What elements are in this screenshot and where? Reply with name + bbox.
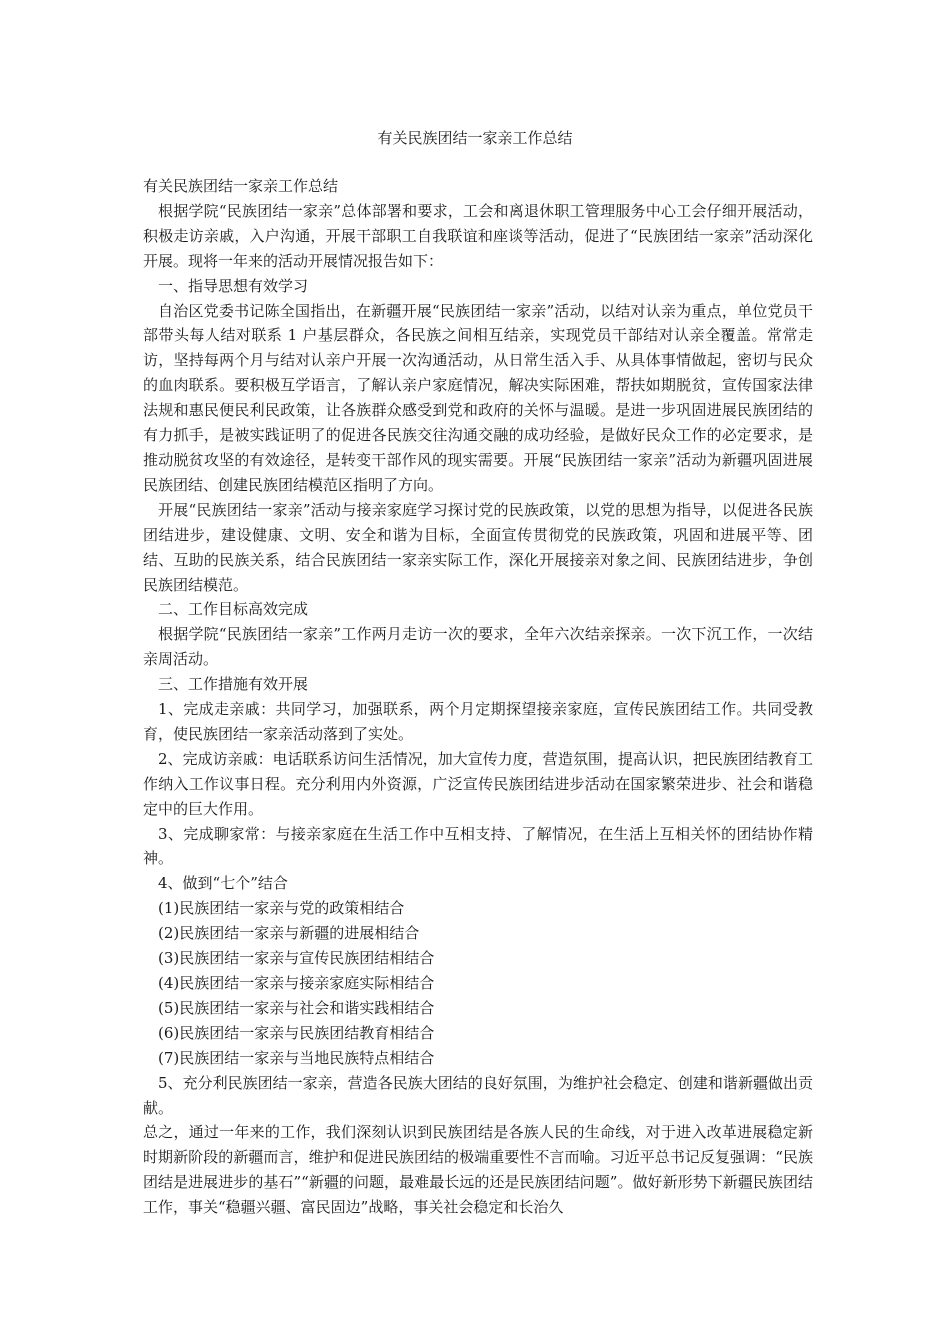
document-paragraph: (6)民族团结一家亲与民族团结教育相结合 [158,1023,435,1042]
document-paragraph: (7)民族团结一家亲与当地民族特点相结合 [158,1048,435,1067]
document-paragraph: (5)民族团结一家亲与社会和谐实践相结合 [158,998,435,1017]
document-paragraph: 1、完成走亲戚：共同学习，加强联系，两个月定期探望接亲家庭，宣传民族团结工作。共同受教育，使民族团结一家亲活动落到了实处。 [143,700,813,743]
document-paragraph: 总之，通过一年来的工作，我们深刻认识到民族团结是各族人民的生命线，对于进入改革进展稳定新时期新阶段的新疆而言，维护和促进民族团结的极端重要性不言而喻。习近平总书记反复强调：“民族团结是进展进步的基石”“新疆的问题，最难最长远的还是民族团结问题”。做好新形势下新疆民族团结工作，事关“稳疆兴疆、富民固边”战略，事关社会稳定和长治久 [143,1123,813,1217]
document-paragraph: 根据学院“民族团结一家亲”工作两月走访一次的要求，全年六次结亲探亲。一次下沉工作，一次结亲周活动。 [143,625,813,669]
document-paragraph: 三、工作措施有效开展 [158,675,309,694]
document-paragraph: (3)民族团结一家亲与宣传民族团结相结合 [158,949,435,968]
document-paragraph: 一、指导思想有效学习 [158,276,309,295]
document-title: 有关民族团结一家亲工作总结 [377,129,573,147]
document-paragraph: 5、充分利民族团结一家亲，营造各民族大团结的良好氛围，为维护社会稳定、创建和谐新疆做出贡献。 [143,1073,813,1117]
document-paragraph: 4、做到“七个”结合 [158,874,288,893]
document-paragraph: 有关民族团结一家亲工作总结 [143,177,339,195]
document-paragraph: 根据学院“民族团结一家亲”总体部署和要求，工会和离退休职工管理服务中心工会仔细开展活动，积极走访亲戚，入户沟通，开展干部职工自我联谊和座谈等活动，促进了“民族团结一家亲”活动深化开展。现将一年来的活动开展情况报告如下： [143,201,813,270]
document-paragraph: 二、工作目标高效完成 [158,600,309,619]
document-body [143,174,813,1220]
document-paragraph: 2、完成访亲戚：电话联系访问生活情况，加大宣传力度，营造氛围，提高认识，把民族团结教育工作纳入工作议事日程。充分利用内外资源，广泛宣传民族团结进步活动在国家繁荣进步、社会和谐稳定中的巨大作用。 [143,749,813,818]
document-paragraph: 开展“民族团结一家亲”活动与接亲家庭学习探讨党的民族政策，以党的思想为指导，以促进各民族团结进步，建设健康、文明、安全和谐为目标，全面宣传贯彻党的民族政策，巩固和进展平等、团结、互助的民族关系，结合民族团结一家亲实际工作，深化开展接亲对象之间、民族团结进步，争创民族团结模范。 [143,500,813,594]
document-paragraph: 自治区党委书记陈全国指出，在新疆开展“民族团结一家亲”活动，以结对认亲为重点，单位党员干部带头每人结对联系 1 户基层群众，各民族之间相互结亲，实现党员干部结对认亲全覆盖。常常走访，坚持每两个月与结对认亲户开展一次沟通活动，从日常生活入手、从具体事情做起，密切与民众的血肉联系。要积极互学语言，了解认亲户家庭情况，解决实际困难，帮扶如期脱贫，宣传国家法律法规和惠民便民利民政策，让各族群众感受到党和政府的关怀与温暖。是进一步巩固进展民族团结的有力抓手，是被实践证明了的促进各民族交往沟通交融的成功经验，是做好民众工作的必定要求，是推动脱贫攻坚的有效途径，是转变干部作风的现实需要。开展“民族团结一家亲”活动为新疆巩固进展民族团结、创建民族团结模范区指明了方向。 [143,301,813,494]
document-paragraph: 3、完成聊家常：与接亲家庭在生活工作中互相支持、了解情况，在生活上互相关怀的团结协作精神。 [143,824,813,868]
document-paragraph: (4)民族团结一家亲与接亲家庭实际相结合 [158,974,435,992]
document-paragraph: (2)民族团结一家亲与新疆的进展相结合 [158,924,420,943]
document-paragraph: (1)民族团结一家亲与党的政策相结合 [158,899,405,918]
